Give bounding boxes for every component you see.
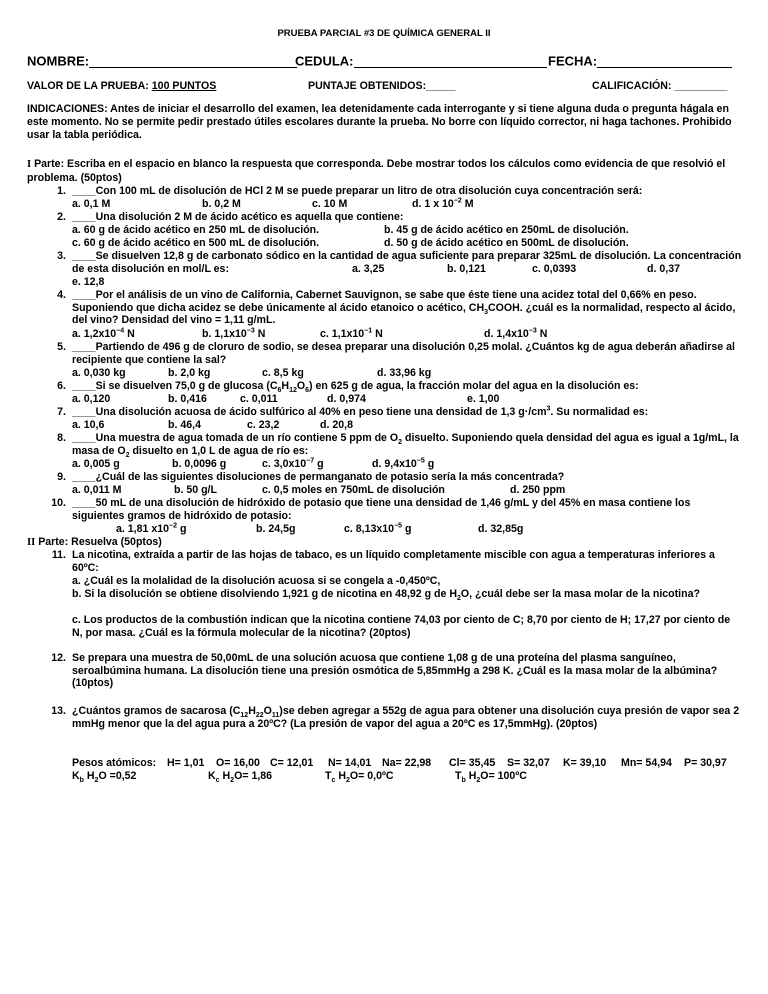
cedula-blank[interactable]	[354, 54, 547, 68]
answer-option[interactable]: a. 0,1 M	[72, 198, 111, 210]
answer-option[interactable]: d. 33,96 kg	[377, 367, 432, 379]
answer-option[interactable]: c. $3,0x10^{-7}$ g	[262, 457, 324, 470]
question-number: 9.	[57, 471, 66, 483]
question-text: ____50 mL de una disolución de hidróxido de potasio que tiene una densidad de 1,46 g/mL y del 45% en masa contiene los siguientes gramos de hidróxido de potasio:	[72, 497, 691, 522]
atomic-weight: N= 14,01	[328, 757, 372, 769]
answer-option[interactable]: c. $1,1x10^{-1}$ N	[320, 327, 383, 340]
problem-text: La nicotina, extraída a partir de las hojas de tabaco, es un líquido completamente miscible con agua a temperaturas inferiores a 60ºC:	[72, 549, 715, 574]
answer-option[interactable]: b. $1,1x10^{-3}$ N	[202, 327, 266, 340]
part1-heading	[27, 158, 747, 184]
answer-option[interactable]: a. 0,005 g	[72, 458, 120, 470]
answer-option[interactable]: b. 0,2 M	[202, 198, 241, 210]
part2-instructions: Parte: Resuelva (50ptos)	[35, 536, 162, 548]
question-number: 4.	[57, 289, 66, 301]
answer-option[interactable]: c. 0,011	[240, 393, 278, 405]
question-number: 3.	[57, 250, 66, 262]
answer-option[interactable]: d. 250 ppm	[510, 484, 566, 496]
problem-number: 11.	[51, 549, 66, 561]
question-number: 6.	[57, 380, 66, 392]
part1-instructions: Parte: Escriba en el espacio en blanco la respuesta que corresponda. Debe mostrar todos los cálculos como evidencia de que resolvió el problema. (50ptos)	[27, 158, 726, 184]
answer-option[interactable]: c. 8,5 kg	[262, 367, 304, 379]
answer-option[interactable]: b. 46,4	[168, 419, 201, 431]
answer-option[interactable]: c. 0,5 moles en 750mL de disolución	[262, 484, 445, 496]
nombre-label: NOMBRE:	[27, 53, 90, 69]
question-number: 2.	[57, 211, 66, 223]
question-text: ____Una disolución acuosa de ácido sulfúrico al 40% en peso tiene una densidad de 1,3 $g\cdot/cm^3$. Su normalidad es:	[72, 405, 649, 418]
answer-option[interactable]: d. 0,37	[647, 263, 680, 275]
question-number: 8.	[57, 432, 66, 444]
question-number: 5.	[57, 341, 66, 353]
answer-option[interactable]: c. 0,0393	[532, 263, 577, 275]
problem-number: 13.	[51, 705, 66, 717]
answer-option[interactable]: a. $1,2x10^{-4}$ N	[72, 327, 135, 340]
puntaje-label: PUNTAJE OBTENIDOS:	[308, 80, 427, 92]
question-text: ____¿Cuál de las siguientes disoluciones de permanganato de potasio sería la más concentrada?	[72, 471, 565, 483]
problem-number: 12.	[51, 652, 66, 664]
answer-option[interactable]: d. 32,85g	[478, 523, 524, 535]
atomic-weight: H= 1,01	[167, 757, 205, 769]
calificacion-field: CALIFICACIÓN: _________	[592, 80, 728, 92]
answer-option[interactable]: d. 0,974	[327, 393, 366, 405]
answer-option[interactable]: b. 50 g/L	[174, 484, 217, 496]
solvent-constant: $K_b$ $H_2O =0,52$	[72, 770, 137, 785]
question-number: 10.	[51, 497, 66, 509]
atomic-weight: K= 39,10	[563, 757, 607, 769]
valor-field	[27, 80, 216, 93]
answer-option[interactable]: e. 1,00	[467, 393, 500, 405]
problem-text: a. ¿Cuál es la molalidad de la disolución acuosa si se congela a -0,450ºC,	[72, 575, 441, 587]
exam-title: PRUEBA PARCIAL #3 DE QUÍMICA GENERAL II	[277, 28, 491, 39]
answer-option[interactable]: e. 12,8	[72, 276, 105, 288]
answer-option[interactable]: d. $9,4x10^{-5}$ g	[372, 457, 435, 470]
nombre-field	[27, 54, 297, 68]
solvent-constant: $K_c$ $H_2O= 1,86$	[208, 770, 273, 785]
answer-option[interactable]: a. 1,81 $x10^{-2}$ g	[116, 522, 187, 535]
part2-roman: II	[27, 537, 36, 548]
answer-option[interactable]: a. 0,120	[72, 393, 111, 405]
answer-option[interactable]: d. 1 x $10^{-2}$ M	[412, 197, 474, 210]
question-text: ____Con 100 mL de disolución de HCl 2 M se puede preparar un litro de otra disolución cuya concentración será:	[72, 185, 643, 197]
answer-option[interactable]: c. 60 g de ácido acético en 500 mL de disolución.	[72, 237, 320, 249]
answer-option[interactable]: c. 23,2	[247, 419, 280, 431]
question-text: ____Si se disuelven 75,0 g de glucosa $(C_6H_{12}O_6)$ en 625 g de agua, la fracción molar del agua en la disolución es:	[72, 380, 639, 395]
answer-option[interactable]: d. $1,4x10^{-3}$ N	[484, 327, 548, 340]
atomic-weight: C= 12,01	[270, 757, 314, 769]
solvent-constant: $T_b$ $H_2O=$ 100ºC	[455, 770, 527, 785]
cedula-field	[295, 54, 547, 68]
answer-option[interactable]: c. 10 M	[312, 198, 348, 210]
answer-option[interactable]: a. 3,25	[352, 263, 385, 275]
answer-option[interactable]: d. 20,8	[320, 419, 353, 431]
atomic-weight: Na= 22,98	[382, 757, 432, 769]
answer-option[interactable]: b. 45 g de ácido acético en 250mL de disolución.	[384, 224, 629, 236]
cedula-label: CEDULA:	[295, 53, 354, 69]
atomic-weight: Cl= 35,45	[449, 757, 496, 769]
answer-option[interactable]: b. 24,5g	[256, 523, 296, 535]
part2-heading	[27, 536, 747, 550]
fecha-blank[interactable]	[597, 54, 732, 68]
question-text: ____Partiendo de 496 g de cloruro de sodio, se desea preparar una disolución 0,25 molal. ¿Cuántos kg de agua deberán añadirse al recipiente que contiene la sal?	[72, 341, 735, 366]
fecha-field	[548, 54, 732, 68]
answer-option[interactable]: b. 0,416	[168, 393, 207, 405]
puntaje-blank[interactable]: _____	[426, 80, 456, 92]
question-text: ____Una disolución 2 M de ácido acético es aquella que contiene:	[72, 211, 404, 223]
answer-option[interactable]: b. 0,0096 g	[172, 458, 227, 470]
answer-option[interactable]: a. 0,011 M	[72, 484, 122, 496]
valor-label: VALOR DE LA PRUEBA:	[27, 80, 149, 92]
solvent-constant: $T_c$ $H_2O=$ 0,0ºC	[325, 770, 394, 785]
nombre-blank[interactable]	[89, 54, 297, 68]
atomic-weight: Mn= 54,94	[621, 757, 672, 769]
answer-option[interactable]: c. $8,13x10^{-5}$ g	[344, 522, 412, 535]
fecha-label: FECHA:	[548, 53, 598, 69]
answer-option[interactable]: a. 10,6	[72, 419, 105, 431]
answer-option[interactable]: d. 50 g de ácido acético en 500mL de disolución.	[384, 237, 629, 249]
problem-text: c. Los productos de la combustión indican que la nicotina contiene 74,03 por ciento de C; 8,70 por ciento de H; 17,27 por ciento de N, por masa. ¿Cuál es la fórmula molecular de la nicotina? (20ptos)	[72, 614, 731, 639]
problem-text: ¿Cuántos gramos de sacarosa $(C_{12}H_{22}O_{11})se$ deben agregar a 552g de agua para obtener una disolución cuya presión de vapor sea 2 mmHg menor que la del agua pura a 20ºC? (La presión de vapor del agua a 20ºC es 17,5mmHg). (20ptos)	[72, 705, 740, 730]
atomic-weight: S= 32,07	[507, 757, 550, 769]
pesos-label: Pesos atómicos:	[72, 757, 157, 769]
atomic-weight: O= 16,00	[216, 757, 260, 769]
indicaciones-text: INDICACIONES: Antes de iniciar el desarrollo del examen, lea detenidamente cada interrogante y si tiene alguna duda o pregunta hágala en este momento. No se permite pedir prestado útiles escolares durante la prueba. No borre con líquido corrector, ni haga tachones. Prohibido usar la tabla periódica.	[27, 103, 732, 142]
answer-option[interactable]: a. 60 g de ácido acético en 250 mL de disolución.	[72, 224, 320, 236]
answer-option[interactable]: b. 0,121	[447, 263, 486, 275]
atomic-weight: P= 30,97	[684, 757, 727, 769]
puntaje-field	[308, 80, 456, 93]
answer-option[interactable]: b. 2,0 kg	[168, 367, 211, 379]
valor-value: 100 PUNTOS	[151, 80, 217, 92]
problem-text: b. Si la disolución se obtiene disolviendo 1,921 g de nicotina en 48,92 g de $H_2O$, ¿cuál debe ser la masa molar de la nicotina?	[72, 588, 700, 603]
problem-text: Se prepara una muestra de 50,00mL de una solución acuosa que contiene 1,08 g de una proteína del plasma sanguíneo, seroalbúmina humana. La disolución tiene una presión osmótica de 5,85mmHg a 298 K. ¿Cuál es la masa molar de la albúmina? (10ptos)	[72, 652, 718, 690]
answer-option[interactable]: a. 0,030 kg	[72, 367, 126, 379]
question-number: 1.	[57, 185, 66, 197]
question-number: 7.	[57, 406, 66, 418]
question-text: ____Se disuelven 12,8 g de carbonato sódico en la cantidad de agua suficiente para preparar 325mL de disolución. La concentración de esta disolución en mol/L es:	[72, 250, 742, 275]
question-text: ____Por el análisis de un vino de California, Cabernet Sauvignon, se sabe que éste tiene una acidez total del 0,66% en peso. Suponiendo que dicha acidez se debe únicamente al ácido etanoico o acético, $CH_3COOH$. ¿cuál es la normalidad, respecto al ácido, del vino? Densidad del vino = 1,11 g/mL.	[72, 289, 736, 327]
part1-roman: I	[27, 159, 32, 170]
question-text: ____Una muestra de agua tomada de un río contiene 5 ppm de $O_2$ disuelto. Suponiendo quela densidad del agua es igual a 1g/mL, la masa de $O_2$ disuelto en 1,0 L de agua de río es:	[72, 432, 739, 459]
